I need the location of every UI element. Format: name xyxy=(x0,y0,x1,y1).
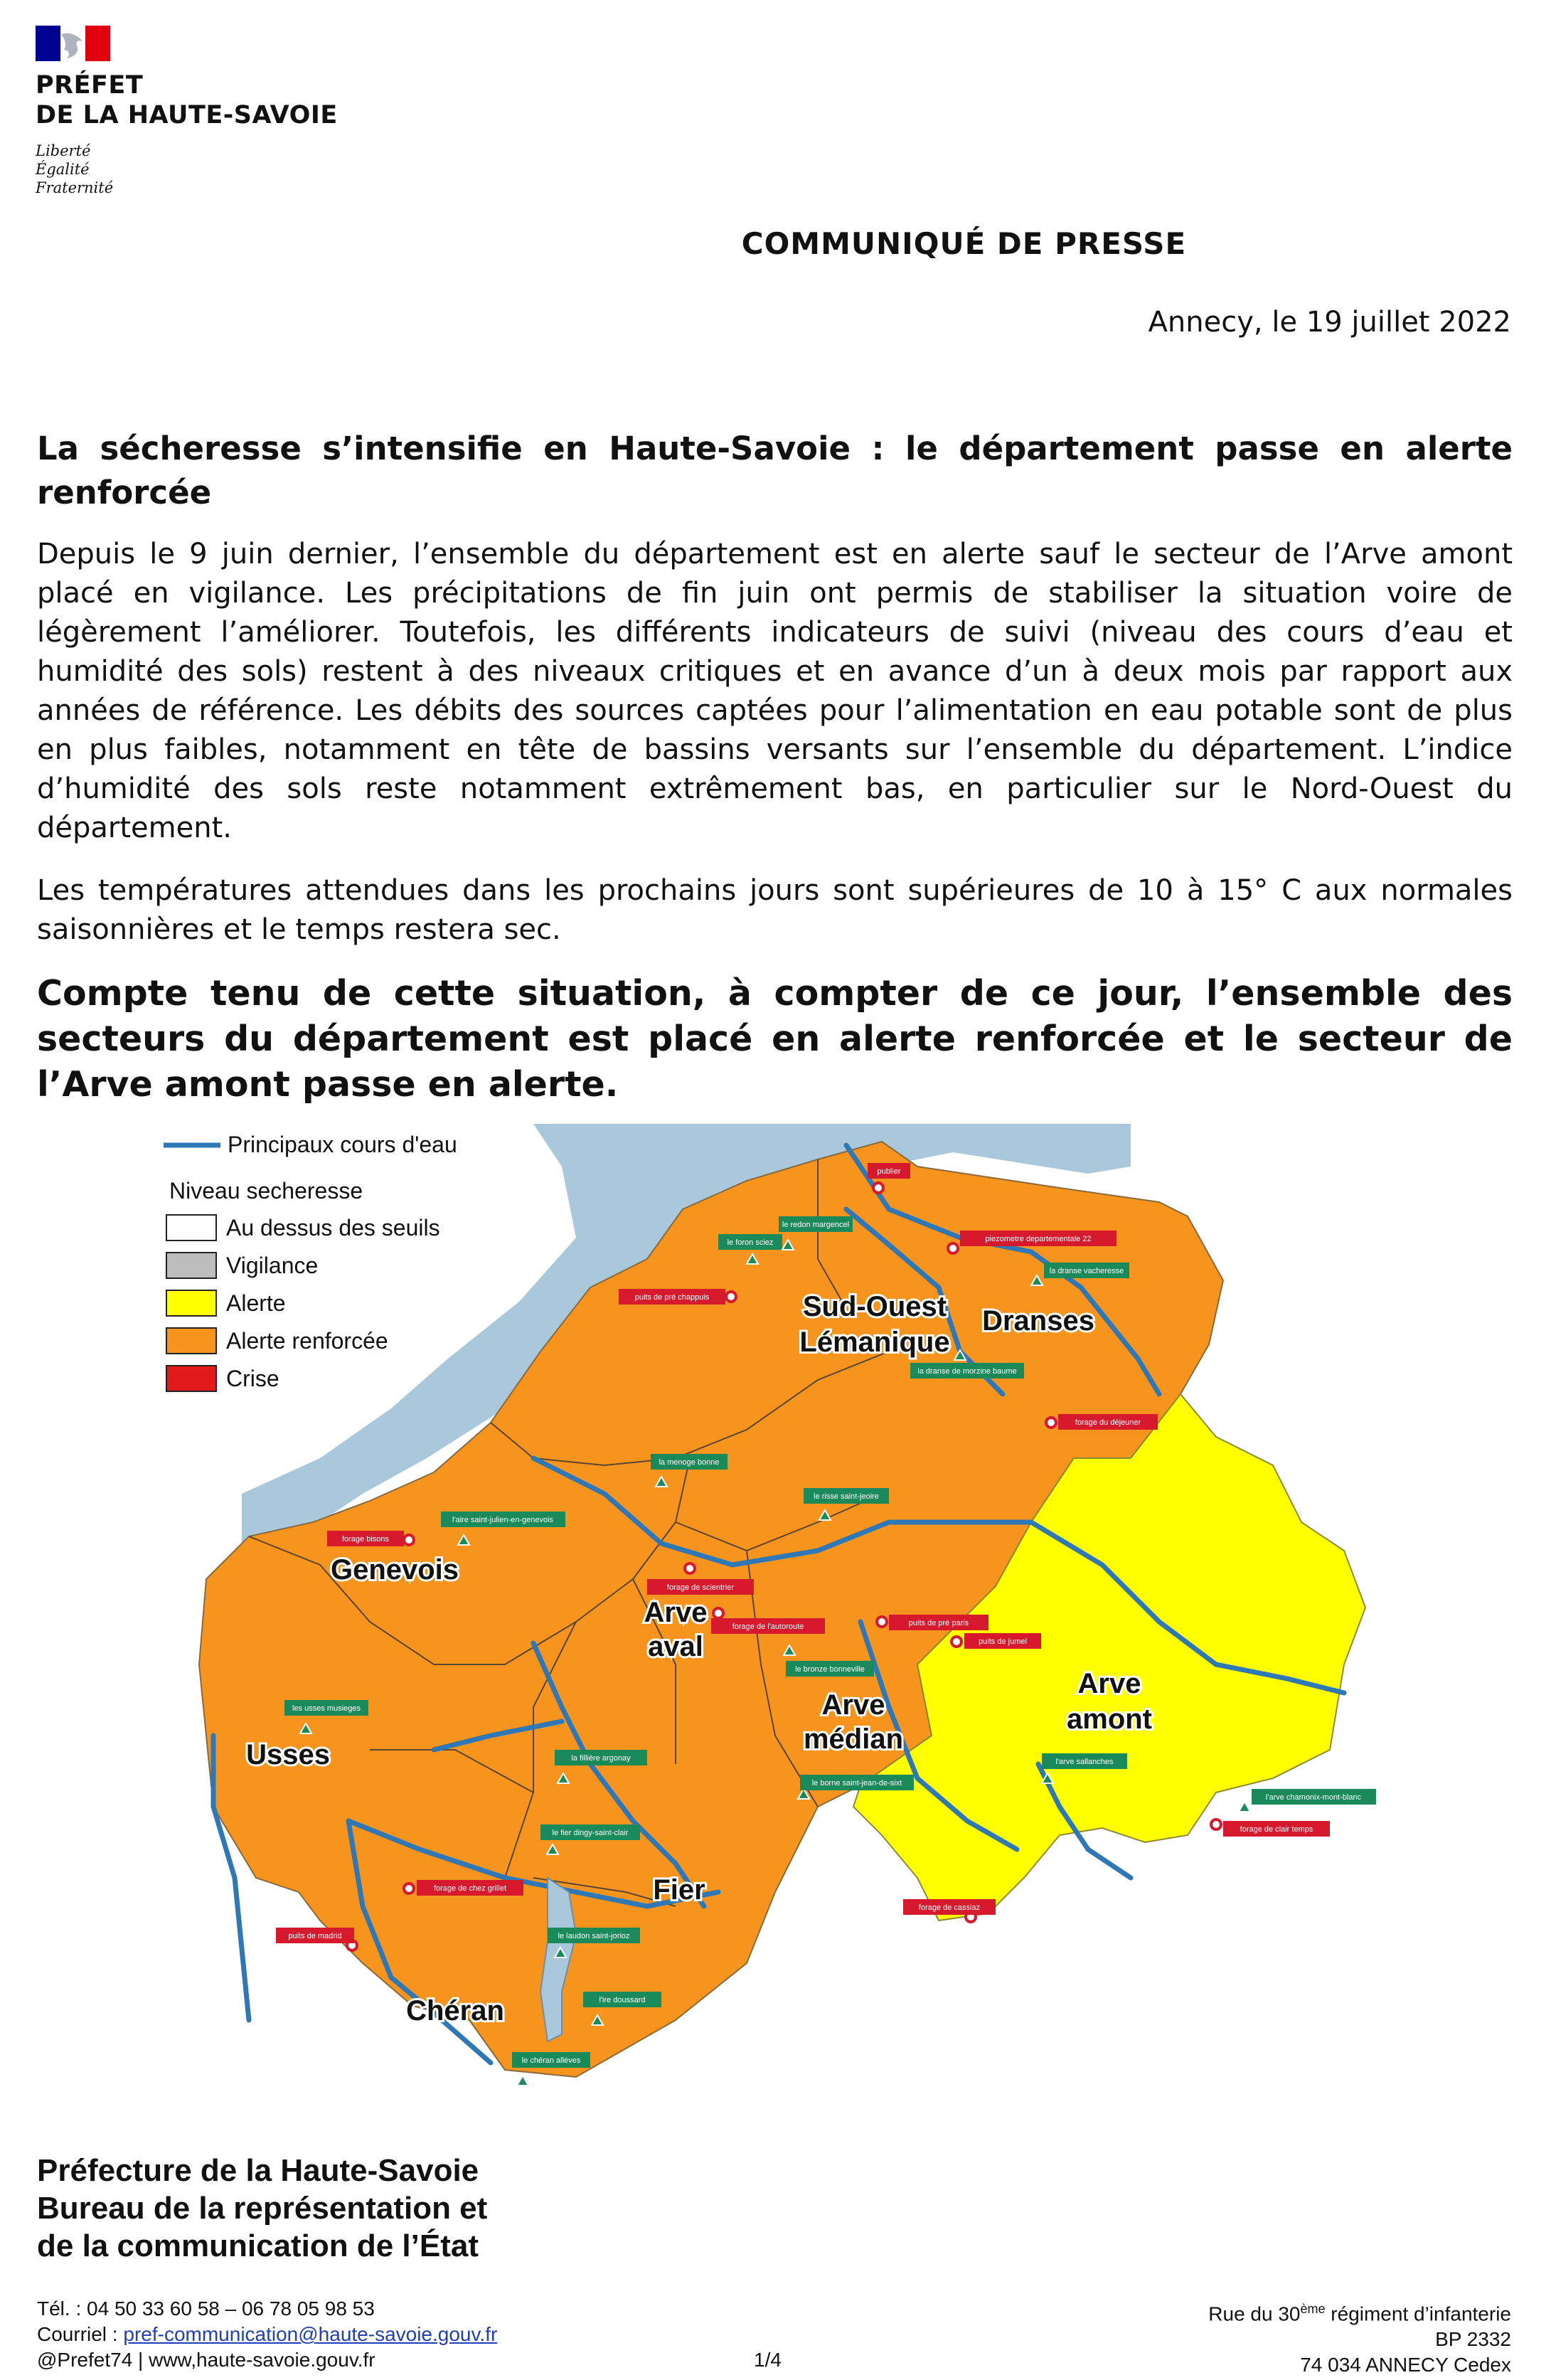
label-fier: Fier xyxy=(653,1874,705,1906)
footer-email-label: Courriel : xyxy=(37,2323,124,2345)
footer-address-line-3: 74 034 ANNECY Cedex xyxy=(1300,2354,1511,2376)
well-marker xyxy=(327,1531,414,1546)
label-arve-aval-2: aval xyxy=(648,1631,703,1662)
svg-text:forage de cassiaz: forage de cassiaz xyxy=(918,1903,981,1912)
prefecture-line-3: de la communication de l’État xyxy=(37,2228,479,2263)
well-marker xyxy=(877,1615,988,1630)
svg-text:piezometre departementale 22: piezometre departementale 22 xyxy=(985,1235,1092,1243)
svg-text:le borne saint-jean-de-sixt: le borne saint-jean-de-sixt xyxy=(811,1779,902,1787)
marianne-flag-icon xyxy=(36,26,110,61)
station-marker xyxy=(1239,1789,1376,1812)
svg-text:Au dessus des seuils: Au dessus des seuils xyxy=(226,1215,440,1241)
label-arve-median-2: médian xyxy=(803,1723,904,1755)
label-cheran: Chéran xyxy=(406,1995,504,2026)
motto-egalite: Égalité xyxy=(36,161,90,178)
svg-text:puits de pré chappuis: puits de pré chappuis xyxy=(634,1293,710,1302)
svg-text:forage de scientrier: forage de scientrier xyxy=(666,1583,735,1592)
prefet-logo xyxy=(36,26,462,211)
footer-address-line-2: BP 2332 xyxy=(1435,2328,1511,2351)
svg-text:forage de chez grillet: forage de chez grillet xyxy=(433,1884,507,1893)
svg-text:les usses musieges: les usses musieges xyxy=(292,1704,361,1713)
well-marker xyxy=(952,1633,1041,1649)
footer-email-line xyxy=(37,2322,497,2347)
svg-text:forage bisons: forage bisons xyxy=(341,1535,390,1544)
label-dranses: Dranses xyxy=(982,1305,1094,1337)
svg-text:l'ire doussard: l'ire doussard xyxy=(599,1996,646,2004)
svg-text:forage de clair temps: forage de clair temps xyxy=(1240,1825,1313,1834)
legend-level-alerte-renforcee xyxy=(166,1328,388,1354)
footer-address-line-1: Rue du 30ème régiment d’infanterie xyxy=(1208,2302,1511,2325)
emphasis-paragraph: Compte tenu de cette situation, à compter de ce jour, l’ensemble des secteurs du département est placé en alerte renforcée et le secteur de l’Arve amont passe en alerte. xyxy=(37,973,1513,1105)
label-genevois: Genevois xyxy=(330,1554,459,1585)
motto-liberte: Liberté xyxy=(36,142,91,159)
legend-level-alerte xyxy=(166,1290,286,1316)
label-arve-amont-1: Arve xyxy=(1077,1668,1141,1699)
svg-text:l'aire saint-julien-en-genevoi: l'aire saint-julien-en-genevois xyxy=(452,1516,554,1524)
svg-text:forage de l'autoroute: forage de l'autoroute xyxy=(732,1622,804,1631)
drought-map-svg xyxy=(135,1124,1451,2177)
motto-fraternite: Fraternité xyxy=(36,179,114,196)
svg-text:publier: publier xyxy=(877,1167,901,1176)
well-marker xyxy=(619,1289,736,1305)
svg-text:le fier dingy-saint-clair: le fier dingy-saint-clair xyxy=(552,1829,629,1837)
svg-text:l'arve sallanches: l'arve sallanches xyxy=(1055,1758,1114,1766)
footer-social: @Prefet74 | www,haute-savoie.gouv.fr xyxy=(37,2349,375,2371)
logo-line-1: PRÉFET xyxy=(36,71,144,100)
press-headline: La sécheresse s’intensifie en Haute-Savoie : le département passe en alerte renforcée xyxy=(37,430,1513,511)
map-legend xyxy=(135,1131,457,1458)
svg-text:Alerte: Alerte xyxy=(226,1290,286,1316)
logo-line-2: DE LA HAUTE-SAVOIE xyxy=(36,101,338,129)
svg-text:la fillière argonay: la fillière argonay xyxy=(571,1754,631,1763)
footer-tel: Tél. : 04 50 33 60 58 – 06 78 05 98 53 xyxy=(37,2297,375,2320)
prefecture-line-2: Bureau de la représentation et xyxy=(37,2191,488,2226)
svg-text:Vigilance: Vigilance xyxy=(226,1253,319,1278)
footer-email-link[interactable]: pref-communication@haute-savoie.gouv.fr xyxy=(123,2323,498,2345)
legend-level-vigilance xyxy=(166,1253,318,1278)
well-marker xyxy=(1046,1414,1158,1430)
svg-text:la dranse de morzine baume: la dranse de morzine baume xyxy=(917,1367,1017,1376)
label-usses: Usses xyxy=(246,1739,330,1770)
svg-text:puits de jumel: puits de jumel xyxy=(979,1637,1027,1646)
well-marker xyxy=(404,1880,523,1896)
legend-rivers: Principaux cours d'eau xyxy=(228,1132,457,1157)
document-type-title: COMMUNIQUÉ DE PRESSE xyxy=(741,226,1187,261)
svg-text:le foron sciez: le foron sciez xyxy=(727,1238,774,1247)
label-sud-ouest: Sud-Ouest xyxy=(802,1291,947,1322)
svg-text:puits de pré paris: puits de pré paris xyxy=(908,1619,969,1627)
svg-text:l'arve chamonix-mont-blanc: l'arve chamonix-mont-blanc xyxy=(1265,1793,1362,1802)
svg-text:le redon margencel: le redon margencel xyxy=(782,1221,850,1229)
dateline: Annecy, le 19 juillet 2022 xyxy=(1148,306,1511,339)
drought-map xyxy=(135,1124,1451,2177)
svg-text:Alerte renforcée: Alerte renforcée xyxy=(226,1328,388,1354)
label-arve-amont-2: amont xyxy=(1067,1704,1152,1735)
well-marker xyxy=(1211,1819,1330,1837)
svg-text:le risse saint-jeoire: le risse saint-jeoire xyxy=(814,1492,879,1501)
svg-text:le chéran alléves: le chéran alléves xyxy=(521,2056,581,2065)
label-arve-median-1: Arve xyxy=(821,1689,885,1721)
legend-title: Niveau secheresse xyxy=(169,1178,363,1204)
svg-text:puits de madrid: puits de madrid xyxy=(288,1932,342,1940)
svg-text:la menoge bonne: la menoge bonne xyxy=(659,1458,720,1467)
svg-text:le laudon saint-jorioz: le laudon saint-jorioz xyxy=(558,1932,630,1940)
label-lemanique: Lémanique xyxy=(799,1327,950,1358)
svg-text:Crise: Crise xyxy=(226,1366,279,1391)
svg-text:le bronze bonneville: le bronze bonneville xyxy=(795,1665,865,1674)
body-paragraph-1: Depuis le 9 juin dernier, l’ensemble du département est en alerte sauf le secteur de l’Arve amont placé en vigilance. Les précipitations de fin juin ont permis de stabiliser la situation voire de légèrement l’améliorer. Toutefois, les différents indicateurs de suivi (niveau des cours d’eau et humidité des sols) restent à des niveaux critiques et en avance d’un à deux mois par rapport aux années de référence. Les débits des sources captées pour l’alimentation en eau potable sont de plus en plus faibles, notamment en tête de bassins versants sur l’ensemble du département. L’indice d’humidité des sols reste notamment extrêmement bas, en particulier sur le Nord-Ouest du département. xyxy=(37,538,1513,844)
prefecture-block xyxy=(37,2152,487,2265)
footer-contact xyxy=(37,2296,497,2373)
footer-address xyxy=(1208,2296,1511,2378)
legend-level-above xyxy=(166,1215,440,1241)
prefecture-line-1: Préfecture de la Haute-Savoie xyxy=(37,2153,479,2188)
svg-text:forage du déjeuner: forage du déjeuner xyxy=(1075,1418,1141,1427)
well-marker xyxy=(276,1928,357,1950)
svg-text:la dranse vacheresse: la dranse vacheresse xyxy=(1049,1267,1124,1275)
body-paragraph-2: Les températures attendues dans les prochains jours sont supérieures de 10 à 15° C aux normales saisonnières et le temps restera sec. xyxy=(37,874,1513,946)
page-number: 1/4 xyxy=(754,2349,782,2371)
label-arve-aval-1: Arve xyxy=(644,1597,708,1628)
